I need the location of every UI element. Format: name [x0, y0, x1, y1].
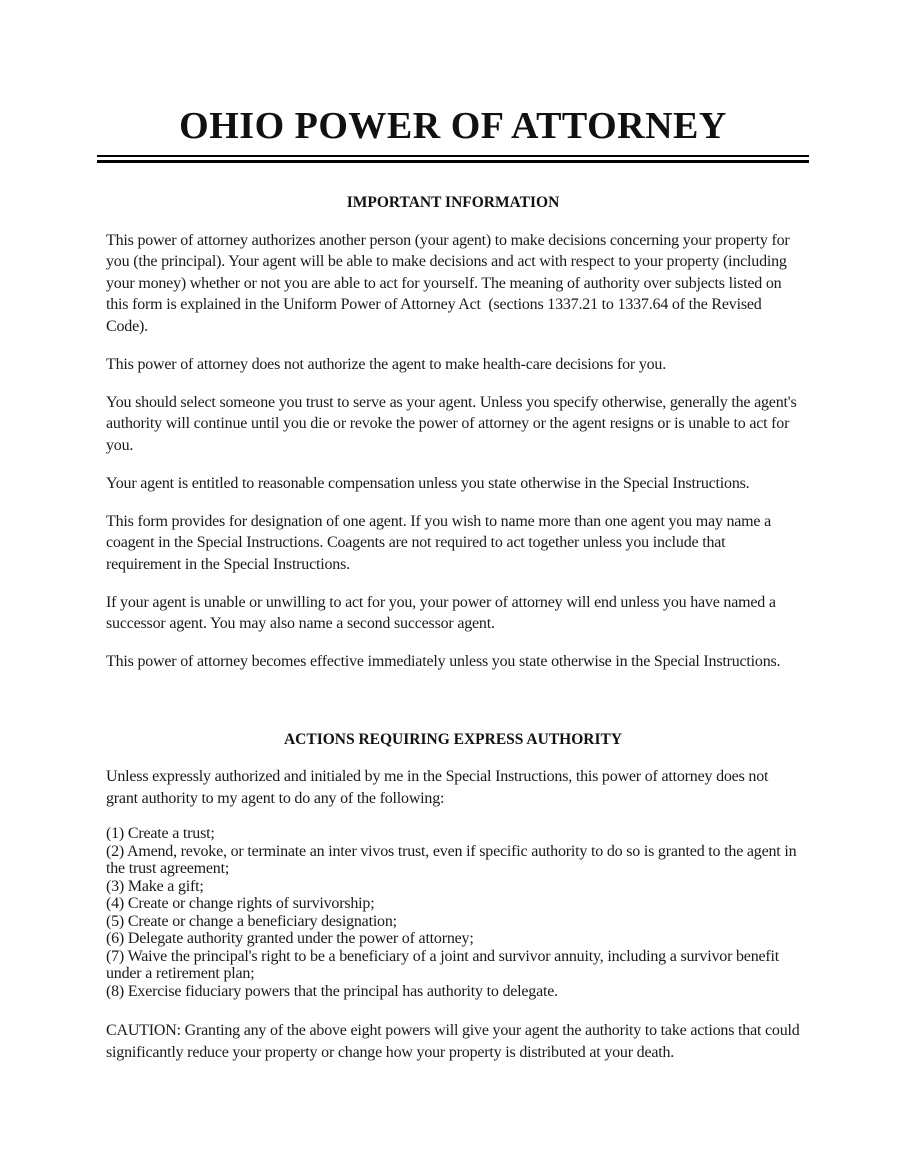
section-heading-express-authority: ACTIONS REQUIRING EXPRESS AUTHORITY: [283, 730, 623, 748]
list-item-7: (7) Waive the principal's right to be a beneficiary of a joint and survivor annuity, including a survivor benefit under a retirement plan;: [106, 947, 783, 982]
list-item-1: (1) Create a trust;: [106, 825, 215, 842]
list-item-4: (4) Create or change rights of survivorship;: [106, 895, 375, 912]
paragraph-select-agent: You should select someone you trust to serve as your agent. Unless you specify otherwise, generally the agent's authority will continue until you die or revoke the power of attorney or the agent resigns or is unable to act for you.: [106, 393, 801, 454]
paragraph-express-authority-intro: Unless expressly authorized and initialed by me in the Special Instructions, this power of attorney does not grant authority to my agent to do any of the following:: [106, 768, 773, 807]
section-heading-important-information: IMPORTANT INFORMATION: [346, 194, 560, 211]
paragraph-health-care: This power of attorney does not authorize the agent to make health-care decisions for you.: [106, 355, 667, 373]
paragraph-authorizes: This power of attorney authorizes another person (your agent) to make decisions concerning your property for you (the principal). Your agent will be able to make decisions and act with respect to your property (including your money) whether or not you are able to act for yourself. The meaning of authority over subjects listed on this form is explained in the Uniform Power of Attorney Act (sections 1337.21 to 1337.64 of the Revised Code).: [106, 231, 794, 335]
caution-paragraph: CAUTION: Granting any of the above eight powers will give your agent the authority to take actions that could significantly reduce your property or change how your property is distributed at your death.: [106, 1022, 804, 1061]
list-item-2: (2) Amend, revoke, or terminate an inter vivos trust, even if specific authority to do so is granted to the agent in the trust agreement;: [106, 842, 801, 877]
list-item-5: (5) Create or change a beneficiary designation;: [106, 912, 397, 930]
document-title: OHIO POWER OF ATTORNEY: [179, 105, 727, 147]
paragraph-compensation: Your agent is entitled to reasonable compensation unless you state otherwise in the Special Instructions.: [106, 474, 750, 492]
paragraph-effective-immediately: This power of attorney becomes effective immediately unless you state otherwise in the Special Instructions.: [106, 653, 781, 670]
title-divider: [97, 155, 809, 163]
paragraph-coagent: This form provides for designation of one agent. If you wish to name more than one agent you may name a coagent in the Special Instructions. Coagents are not required to act together unless you include that requirement in the Special Instructions.: [106, 512, 775, 573]
list-item-8: (8) Exercise fiduciary powers that the principal has authority to delegate.: [106, 982, 558, 1000]
express-authority-list: [106, 825, 800, 1000]
list-item-6: (6) Delegate authority granted under the power of attorney;: [106, 930, 474, 947]
list-item-3: (3) Make a gift;: [106, 877, 204, 895]
paragraph-successor-agent: If your agent is unable or unwilling to act for you, your power of attorney will end unless you have named a successor agent. You may also name a second successor agent.: [106, 593, 780, 632]
